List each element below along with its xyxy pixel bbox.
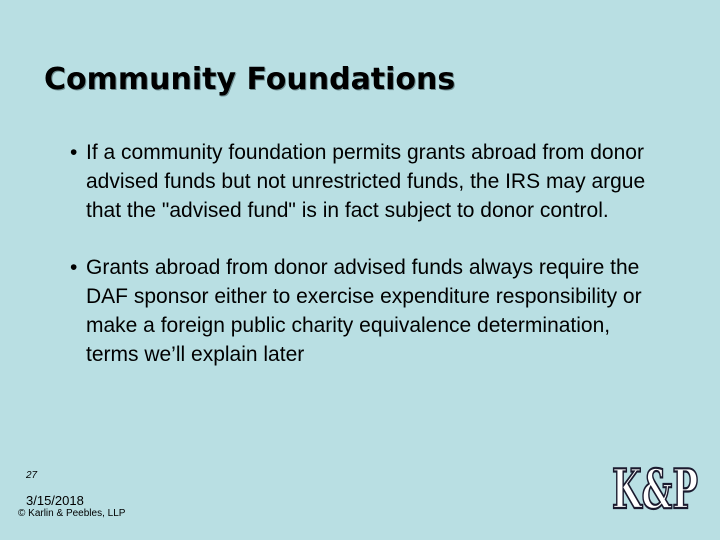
bullet-item-1 <box>66 138 666 225</box>
bullet-item-2 <box>66 253 666 369</box>
bullet-marker: • <box>70 256 78 279</box>
kp-logo <box>610 456 700 518</box>
slide-title: Community Foundations <box>44 62 456 97</box>
logo-text: K&P <box>612 457 698 518</box>
slide-number: 27 <box>26 470 38 481</box>
bullet-list <box>66 138 666 397</box>
bullet-marker: • <box>70 141 78 164</box>
bullet-text: Grants abroad from donor advised funds always require the DAF sponsor either to exercise expenditure responsibility or make a foreign public charity equivalence determination, terms we’ll explain later <box>86 256 642 366</box>
slide-date: 3/15/2018 <box>26 493 84 508</box>
copyright-notice: © Karlin & Peebles, LLP <box>18 508 126 519</box>
bullet-text: If a community foundation permits grants abroad from donor advised funds but not unrestricted funds, the IRS may argue that the "advised fund" is in fact subject to donor control. <box>86 141 646 222</box>
